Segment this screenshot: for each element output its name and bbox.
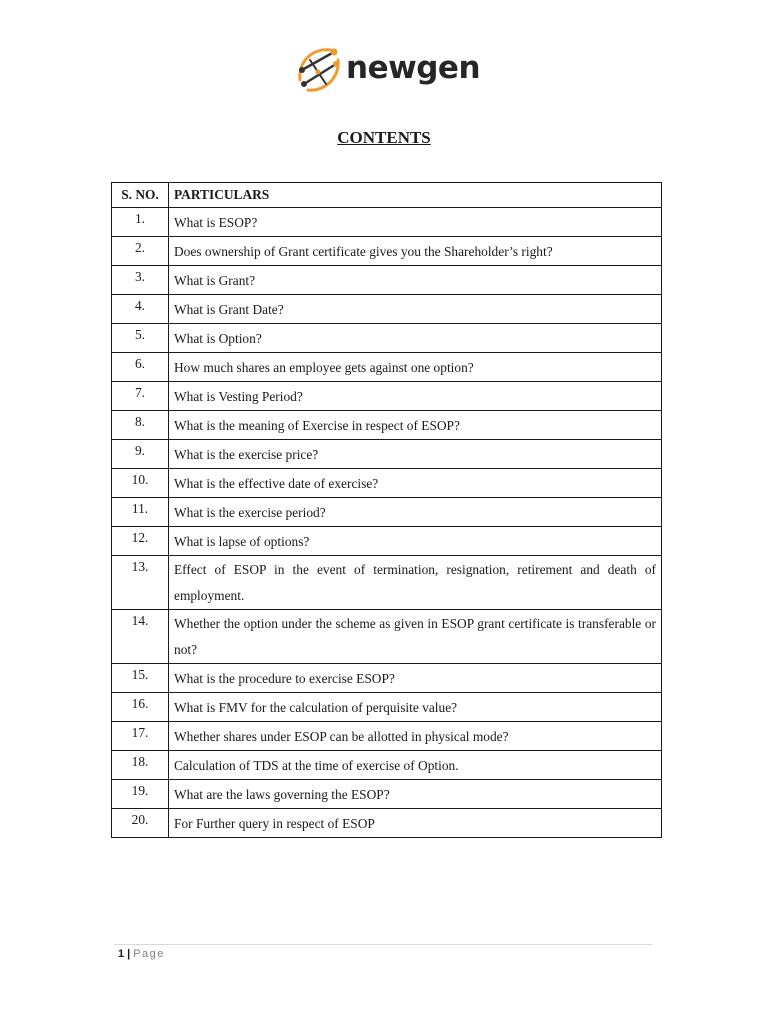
row-text: What are the laws governing the ESOP? [169,780,662,809]
table-row [112,353,662,382]
row-number: 17. [112,722,169,751]
row-number: 16. [112,693,169,722]
table-row [112,722,662,751]
row-number: 14. [112,610,169,664]
row-text: What is ESOP? [169,208,662,237]
page-footer [118,948,165,960]
footer-divider [114,944,652,945]
row-text: How much shares an employee gets against one option? [169,353,662,382]
table-row [112,382,662,411]
row-number: 3. [112,266,169,295]
page-title: CONTENTS [337,128,431,147]
table-row [112,208,662,237]
table-row [112,664,662,693]
row-number: 18. [112,751,169,780]
row-text: What is Vesting Period? [169,382,662,411]
table-row [112,610,662,664]
row-text: What is the exercise period? [169,498,662,527]
row-number: 6. [112,353,169,382]
row-text: Calculation of TDS at the time of exercise of Option. [169,751,662,780]
table-row [112,266,662,295]
newgen-logo [290,40,490,96]
row-number: 7. [112,382,169,411]
row-number: 5. [112,324,169,353]
table-row [112,498,662,527]
table-header-row [112,183,662,208]
row-text: What is lapse of options? [169,527,662,556]
table-row [112,469,662,498]
page-number: 1 [118,948,125,960]
row-number: 10. [112,469,169,498]
row-text: What is Grant Date? [169,295,662,324]
row-number: 1. [112,208,169,237]
row-number: 13. [112,556,169,610]
row-text: What is the exercise price? [169,440,662,469]
table-row [112,809,662,838]
table-row [112,693,662,722]
row-number: 4. [112,295,169,324]
table-row [112,751,662,780]
newgen-logo-icon [290,40,348,96]
row-text: What is the meaning of Exercise in respect of ESOP? [169,411,662,440]
table-row [112,411,662,440]
table-row [112,324,662,353]
header-sno: S. NO. [112,183,169,208]
row-text: Whether shares under ESOP can be allotted in physical mode? [169,722,662,751]
row-number: 15. [112,664,169,693]
row-text: What is Option? [169,324,662,353]
row-text: Effect of ESOP in the event of termination, resignation, retirement and death of employment. [169,556,662,610]
contents-table [111,182,662,838]
row-text: For Further query in respect of ESOP [169,809,662,838]
row-number: 9. [112,440,169,469]
row-number: 2. [112,237,169,266]
row-number: 8. [112,411,169,440]
table-row [112,295,662,324]
row-text: What is the procedure to exercise ESOP? [169,664,662,693]
table-row [112,527,662,556]
table-row [112,237,662,266]
header-particulars: PARTICULARS [169,183,662,208]
table-row [112,780,662,809]
row-number: 12. [112,527,169,556]
row-text: What is the effective date of exercise? [169,469,662,498]
row-text: What is FMV for the calculation of perquisite value? [169,693,662,722]
row-text: What is Grant? [169,266,662,295]
row-text: Whether the option under the scheme as given in ESOP grant certificate is transferable or not? [169,610,662,664]
row-text: Does ownership of Grant certificate gives you the Shareholder’s right? [169,237,662,266]
logo-wordmark: newgen [346,50,481,86]
row-number: 11. [112,498,169,527]
table-row [112,440,662,469]
footer-separator: | [127,948,131,960]
row-number: 19. [112,780,169,809]
row-number: 20. [112,809,169,838]
page-label: Page [133,948,165,960]
table-row [112,556,662,610]
